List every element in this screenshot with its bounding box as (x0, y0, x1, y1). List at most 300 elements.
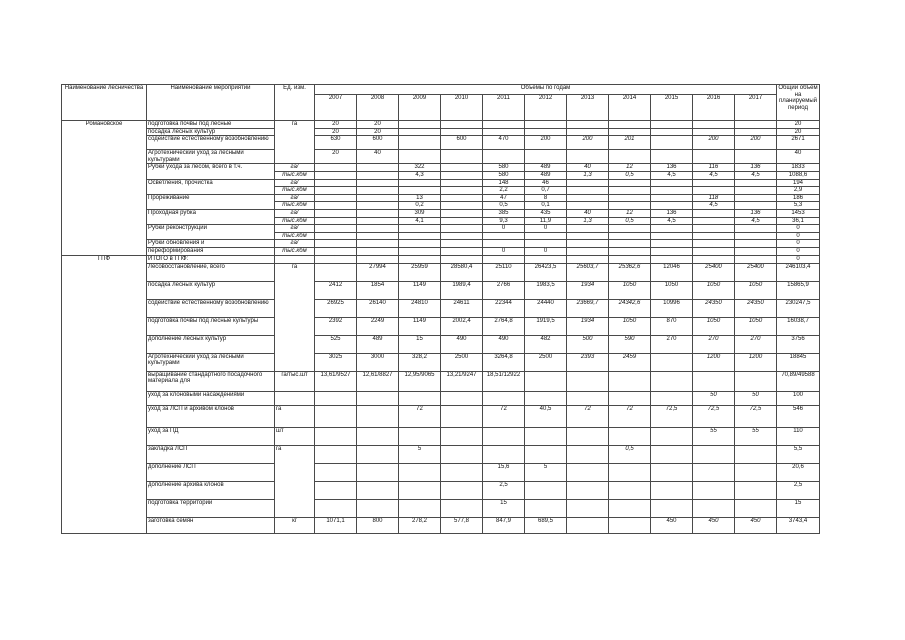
year-value-cell (651, 136, 693, 150)
year-value-cell: 20 (357, 121, 399, 129)
header-year-2012: 2012 (525, 95, 567, 121)
year-value-cell (441, 481, 483, 499)
year-value-cell (651, 427, 693, 445)
year-value-cell (357, 179, 399, 187)
year-value-cell: 10996 (651, 299, 693, 317)
year-value-cell (399, 391, 441, 405)
total-cell: 20 (777, 128, 820, 136)
year-value-cell: 3264,8 (483, 353, 525, 371)
year-value-cell (315, 463, 357, 481)
year-value-cell (567, 391, 609, 405)
year-value-cell (609, 128, 651, 136)
year-value-cell (735, 463, 777, 481)
year-value-cell (693, 445, 735, 463)
year-value-cell (651, 128, 693, 136)
year-value-cell: 12,61/8827 (357, 371, 399, 391)
activity-name: Рубки ухода за лесом, всего в т.ч. (147, 164, 275, 179)
year-value-cell: 40,5 (525, 405, 567, 427)
total-cell: 15865,9 (777, 281, 820, 299)
unit-cell: шт (275, 427, 315, 445)
header-total: Общий объем на планируемый период (777, 85, 820, 121)
unit-cell: тыс.кбм (275, 202, 315, 210)
year-value-cell (399, 225, 441, 233)
year-value-cell: 0 (483, 225, 525, 233)
year-value-cell (441, 121, 483, 129)
year-value-cell: 4,5 (693, 171, 735, 179)
total-cell: 0 (777, 232, 820, 240)
year-value-cell (399, 499, 441, 517)
year-value-cell: 40 (567, 164, 609, 172)
year-value-cell: 600 (441, 136, 483, 150)
year-value-cell: 1,3 (567, 171, 609, 179)
activity-name: Агротехнический уход за лесными культурами (147, 353, 275, 371)
year-value-cell (651, 499, 693, 517)
activity-name: Проходная рубка (147, 209, 275, 224)
year-value-cell: 200 (567, 136, 609, 150)
year-value-cell (609, 371, 651, 391)
total-cell: 2,5 (777, 481, 820, 499)
year-value-cell (651, 445, 693, 463)
year-value-cell: 4,3 (399, 171, 441, 179)
year-value-cell: 2393 (567, 353, 609, 371)
year-value-cell: 1050 (735, 317, 777, 335)
year-value-cell (609, 499, 651, 517)
year-value-cell (525, 128, 567, 136)
year-value-cell (651, 481, 693, 499)
year-value-cell: 55 (693, 427, 735, 445)
total-cell: 1453 (777, 209, 820, 217)
year-value-cell: 4,5 (735, 217, 777, 225)
year-value-cell: 24342,6 (609, 299, 651, 317)
year-value-cell: 489 (525, 164, 567, 172)
gpf-itogo-row (62, 255, 820, 263)
year-value-cell (735, 194, 777, 202)
activity-name: посадка лесных культур (147, 128, 275, 136)
year-value-cell: 8 (525, 194, 567, 202)
year-value-cell: 50 (693, 391, 735, 405)
year-value-cell (567, 187, 609, 195)
total-cell: 16038,7 (777, 317, 820, 335)
header-volumes-by-year: Объемы по годам (315, 85, 777, 95)
year-value-cell (399, 136, 441, 150)
activity-name: Агротехнический уход за лесными культурами (147, 150, 275, 164)
year-value-cell: 20 (315, 121, 357, 129)
year-value-cell: 20 (357, 128, 399, 136)
year-value-cell (651, 463, 693, 481)
activity-name: уход за ЛСП и архивом клонов (147, 405, 275, 427)
total-cell: 546 (777, 405, 820, 427)
romanovskoe-row (62, 128, 820, 136)
year-value-cell (441, 255, 483, 263)
year-value-cell (567, 481, 609, 499)
year-value-cell (693, 481, 735, 499)
unit-cell: га/ (275, 194, 315, 202)
romanovskoe-row (62, 164, 820, 172)
document-table-container (61, 84, 820, 534)
activity-name: Прореживание (147, 194, 275, 209)
year-value-cell: 309 (399, 209, 441, 217)
year-value-cell (315, 164, 357, 172)
header-year-2016: 2016 (693, 95, 735, 121)
year-value-cell (567, 128, 609, 136)
year-value-cell: 278,2 (399, 517, 441, 533)
year-value-cell: 450 (735, 517, 777, 533)
year-value-cell (357, 225, 399, 233)
year-value-cell (735, 255, 777, 263)
year-value-cell: 200 (525, 136, 567, 150)
total-cell: 20 (777, 121, 820, 129)
unit-cell: тыс.кбм (275, 187, 315, 195)
year-value-cell (441, 391, 483, 405)
year-value-cell: 4,1 (399, 217, 441, 225)
year-value-cell (735, 225, 777, 233)
gpf-cultivation-row (62, 371, 820, 391)
year-value-cell (357, 391, 399, 405)
gpf-block-row (62, 499, 820, 517)
unit-cell: га (275, 121, 315, 164)
year-value-cell: 26925 (315, 299, 357, 317)
year-value-cell (441, 247, 483, 255)
year-value-cell: 24810 (399, 299, 441, 317)
year-value-cell (651, 121, 693, 129)
year-value-cell (567, 179, 609, 187)
year-value-cell: 118 (693, 194, 735, 202)
year-value-cell (357, 427, 399, 445)
year-value-cell: 4,5 (693, 202, 735, 210)
year-value-cell: 46 (525, 179, 567, 187)
year-value-cell (441, 225, 483, 233)
gpf-block-row (62, 481, 820, 499)
total-cell: 2671 (777, 136, 820, 150)
year-value-cell (357, 209, 399, 217)
year-value-cell (441, 445, 483, 463)
year-value-cell (693, 187, 735, 195)
year-value-cell (693, 499, 735, 517)
year-value-cell: 1200 (735, 353, 777, 371)
year-value-cell: 1934 (567, 317, 609, 335)
activity-name: дополнение архива клонов (147, 481, 275, 499)
total-cell: 5,3 (777, 202, 820, 210)
year-value-cell (693, 179, 735, 187)
year-value-cell (525, 121, 567, 129)
total-cell: 0 (777, 225, 820, 233)
year-value-cell (609, 179, 651, 187)
total-cell: 1833 (777, 164, 820, 172)
header-year-2007: 2007 (315, 95, 357, 121)
romanovskoe-row (62, 240, 820, 248)
year-value-cell (315, 481, 357, 499)
romanovskoe-row (62, 136, 820, 150)
year-value-cell (357, 247, 399, 255)
year-value-cell: 20 (315, 128, 357, 136)
total-cell: 0 (777, 240, 820, 248)
year-value-cell: 0,5 (609, 217, 651, 225)
year-value-cell (735, 150, 777, 164)
year-value-cell (315, 240, 357, 248)
year-value-cell: 22344 (483, 299, 525, 317)
year-value-cell: 12 (609, 164, 651, 172)
activity-name: посадка лесных культур (147, 281, 275, 299)
year-value-cell: 0,2 (399, 202, 441, 210)
year-value-cell (441, 150, 483, 164)
unit-cell: га (275, 263, 315, 371)
unit-cell: кг (275, 517, 315, 533)
year-value-cell (315, 194, 357, 202)
year-value-cell (483, 232, 525, 240)
year-value-cell: 5 (399, 445, 441, 463)
year-value-cell: 26140 (357, 299, 399, 317)
year-value-cell: 13,21/9247 (441, 371, 483, 391)
forestry-name-romanovskoe: Романовское (62, 121, 147, 256)
year-value-cell: 4,5 (735, 171, 777, 179)
gpf-block-row (62, 463, 820, 481)
itogo-label: ИТОГО в ГПФ: (147, 255, 275, 263)
year-value-cell (609, 121, 651, 129)
year-value-cell (735, 481, 777, 499)
year-value-cell: 136 (651, 209, 693, 217)
year-value-cell: 0 (483, 247, 525, 255)
year-value-cell: 500 (567, 335, 609, 353)
year-value-cell: 489 (357, 335, 399, 353)
year-value-cell (357, 405, 399, 427)
year-value-cell: 328,2 (399, 353, 441, 371)
year-value-cell: 2,5 (483, 481, 525, 499)
year-value-cell: 116 (693, 164, 735, 172)
year-value-cell: 490 (441, 335, 483, 353)
activity-name: уход за клоновыми насаждениями (147, 391, 275, 405)
year-value-cell: 1983,5 (525, 281, 567, 299)
year-value-cell: 72 (567, 405, 609, 427)
activity-name: заготовка семян (147, 517, 275, 533)
year-value-cell (567, 445, 609, 463)
year-value-cell: 13 (399, 194, 441, 202)
year-value-cell: 600 (357, 136, 399, 150)
year-value-cell (609, 391, 651, 405)
year-value-cell: 270 (735, 335, 777, 353)
romanovskoe-row (62, 121, 820, 129)
total-cell: 18845 (777, 353, 820, 371)
year-value-cell: 5 (525, 463, 567, 481)
unit-cell: га (275, 445, 315, 517)
year-value-cell: 490 (483, 335, 525, 353)
year-value-cell (609, 481, 651, 499)
total-cell: 230247,5 (777, 299, 820, 317)
year-value-cell: 24611 (441, 299, 483, 317)
gpf-seeds-row (62, 517, 820, 533)
year-value-cell (693, 255, 735, 263)
unit-cell: га/ (275, 209, 315, 217)
year-value-cell (651, 202, 693, 210)
header-year-2014: 2014 (609, 95, 651, 121)
year-value-cell (315, 187, 357, 195)
year-value-cell: 136 (651, 164, 693, 172)
year-value-cell (693, 150, 735, 164)
year-value-cell (441, 240, 483, 248)
year-value-cell: 12 (609, 209, 651, 217)
year-value-cell (441, 209, 483, 217)
year-value-cell (399, 128, 441, 136)
year-value-cell: 0,7 (525, 187, 567, 195)
year-value-cell: 0,5 (609, 445, 651, 463)
year-value-cell: 2459 (609, 353, 651, 371)
year-value-cell: 270 (693, 335, 735, 353)
year-value-cell (315, 209, 357, 217)
year-value-cell (693, 232, 735, 240)
year-value-cell: 689,5 (525, 517, 567, 533)
year-value-cell: 72 (399, 405, 441, 427)
total-cell: 0 (777, 255, 820, 263)
year-value-cell (399, 481, 441, 499)
year-value-cell (399, 121, 441, 129)
total-cell: 2,9 (777, 187, 820, 195)
year-value-cell: 630 (315, 136, 357, 150)
year-value-cell (693, 371, 735, 391)
year-value-cell (441, 405, 483, 427)
year-value-cell (483, 427, 525, 445)
unit-cell: тыс.кбм (275, 217, 315, 225)
gpf-row (62, 353, 820, 371)
year-value-cell (441, 499, 483, 517)
year-value-cell (483, 150, 525, 164)
year-value-cell (399, 247, 441, 255)
gpf-row (62, 317, 820, 335)
year-value-cell: 18,51/12922 (483, 371, 525, 391)
year-value-cell: 0,5 (483, 202, 525, 210)
year-value-cell: 1854 (357, 281, 399, 299)
year-value-cell: 72,5 (651, 405, 693, 427)
year-value-cell (651, 187, 693, 195)
year-value-cell: 13,61/9527 (315, 371, 357, 391)
romanovskoe-row (62, 225, 820, 233)
year-value-cell: 2392 (315, 317, 357, 335)
year-value-cell: 4,5 (651, 171, 693, 179)
year-value-cell: 11,9 (525, 217, 567, 225)
activity-name: Рубки реконструкции (147, 225, 275, 240)
header-year-2015: 2015 (651, 95, 693, 121)
year-value-cell: 0 (525, 247, 567, 255)
year-value-cell: 4,5 (651, 217, 693, 225)
year-value-cell: 72,5 (693, 405, 735, 427)
year-value-cell (567, 232, 609, 240)
year-value-cell: 25110 (483, 263, 525, 281)
year-value-cell (609, 463, 651, 481)
year-value-cell: 20 (315, 150, 357, 164)
year-value-cell: 136 (735, 164, 777, 172)
year-value-cell: 2764,8 (483, 317, 525, 335)
year-value-cell (399, 179, 441, 187)
activity-name: содействие естественному возобновлению (147, 136, 275, 150)
year-value-cell: 489 (525, 171, 567, 179)
year-value-cell: 450 (651, 517, 693, 533)
year-value-cell: 1149 (399, 281, 441, 299)
year-value-cell: 0 (525, 225, 567, 233)
year-value-cell (441, 128, 483, 136)
unit-cell: тыс.кбм (275, 232, 315, 240)
total-cell: 100 (777, 391, 820, 405)
year-value-cell (483, 240, 525, 248)
year-value-cell (525, 150, 567, 164)
year-value-cell (357, 164, 399, 172)
year-value-cell: 525 (315, 335, 357, 353)
gpf-row (62, 281, 820, 299)
year-value-cell: 2,2 (483, 187, 525, 195)
year-value-cell: 2500 (441, 353, 483, 371)
year-value-cell (609, 187, 651, 195)
unit-cell (275, 255, 315, 263)
year-value-cell (651, 232, 693, 240)
year-value-cell (525, 232, 567, 240)
year-value-cell (357, 202, 399, 210)
year-value-cell: 590 (609, 335, 651, 353)
year-value-cell: 136 (735, 209, 777, 217)
year-value-cell (651, 247, 693, 255)
year-value-cell: 40 (567, 209, 609, 217)
unit-cell: тыс.кбм (275, 171, 315, 179)
year-value-cell (441, 217, 483, 225)
year-value-cell: 322 (399, 164, 441, 172)
total-cell: 5,5 (777, 445, 820, 463)
year-value-cell (567, 202, 609, 210)
year-value-cell (399, 463, 441, 481)
year-value-cell (399, 427, 441, 445)
year-value-cell: 28580,4 (441, 263, 483, 281)
year-value-cell: 2766 (483, 281, 525, 299)
year-value-cell: 72 (483, 405, 525, 427)
year-value-cell: 12,95/9065 (399, 371, 441, 391)
year-value-cell (357, 463, 399, 481)
unit-cell: тыс.кбм (275, 247, 315, 255)
total-cell: 20,6 (777, 463, 820, 481)
year-value-cell: 270 (651, 335, 693, 353)
year-value-cell (567, 517, 609, 533)
year-value-cell: 15 (483, 499, 525, 517)
year-value-cell (735, 128, 777, 136)
year-value-cell (525, 499, 567, 517)
year-value-cell (357, 187, 399, 195)
year-value-cell (315, 247, 357, 255)
year-value-cell: 25400 (735, 263, 777, 281)
romanovskoe-row (62, 194, 820, 202)
year-value-cell (357, 232, 399, 240)
year-value-cell (609, 150, 651, 164)
year-value-cell: 1071,1 (315, 517, 357, 533)
activity-name: подготовка почвы под лесные (147, 121, 275, 129)
year-value-cell (567, 194, 609, 202)
total-cell: 186 (777, 194, 820, 202)
activity-name: Осветления, прочистка (147, 179, 275, 194)
year-value-cell: 201 (609, 136, 651, 150)
activity-name: подготовка территории (147, 499, 275, 517)
activity-name: дополнение ЛСП (147, 463, 275, 481)
romanovskoe-row (62, 150, 820, 164)
year-value-cell: 1200 (693, 353, 735, 371)
year-value-cell (651, 255, 693, 263)
year-value-cell (483, 255, 525, 263)
gpf-block-row (62, 445, 820, 463)
romanovskoe-row (62, 209, 820, 217)
year-value-cell (651, 225, 693, 233)
year-value-cell (441, 179, 483, 187)
year-value-cell (525, 445, 567, 463)
year-value-cell: 580 (483, 164, 525, 172)
year-value-cell: 1050 (735, 281, 777, 299)
year-value-cell (441, 194, 483, 202)
year-value-cell (693, 217, 735, 225)
year-value-cell (651, 240, 693, 248)
unit-cell: га/ (275, 164, 315, 172)
total-cell: 36,1 (777, 217, 820, 225)
year-value-cell: 870 (651, 317, 693, 335)
